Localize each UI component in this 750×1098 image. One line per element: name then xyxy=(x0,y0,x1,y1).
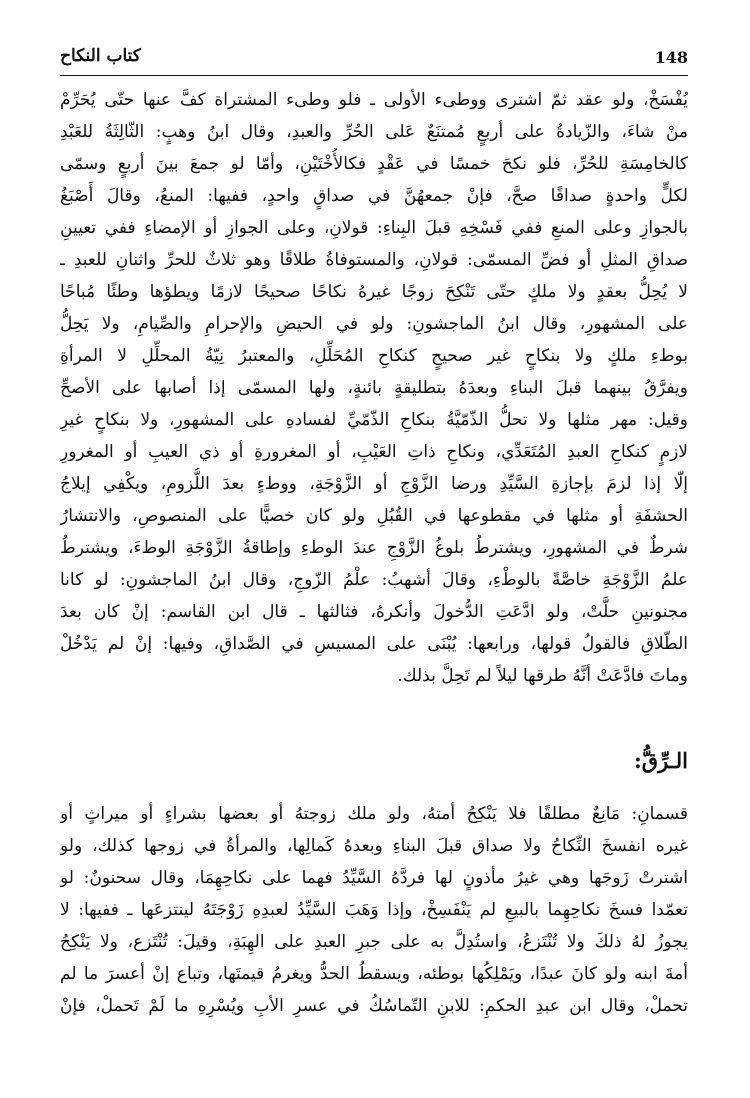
section-heading-riqq: الـرِّقُّ: xyxy=(633,748,688,773)
text-line: وماتَ فادَّعَتْ أنَّهُ طرقها ليلاً لم تَحِلَّ بذلك. xyxy=(397,666,688,686)
text-line: بالجوازِ وعلى المنعِ ففي فَسْخِهِ قبلَ البِناءِ: قولانِ، وعلى الجوازِ أو الإمضاءِ ففي تعيينِ xyxy=(60,218,688,238)
page-number: 148 xyxy=(654,48,688,67)
text-line: وقيل: مهر مثلها ولا تحلُّ الذّمّيَّةُ بنكاحِ الذّمّيِّ لفسادهِ على المشهورِ، ولا بنكاحٍ غيرِ xyxy=(60,410,688,430)
text-line: كالخامِسَةِ للحُرِّ، فلو نكحَ خمسًا في عَقْدٍ فكالأُخْتَيْنِ، وأمّا لو جمعَ بينَ أربعٍ وسمّى xyxy=(60,154,688,174)
text-line: إلّا إذا لزمَ بإجازةِ السَّيِّدِ ورضا الزَّوْجِ أو الزَّوْجَةِ، ووطءٍ بعدَ اللُّزومِ، ويكْفِي إيلاجُ xyxy=(60,474,688,494)
text-line: الحشفَةِ أو مثلها في مقطوعها في القُبُلِ ولو كان خصيًّا على المنصوصِ، والانتشارُ xyxy=(60,506,688,526)
text-line: تعمّدا فسخَ نكاحِهِما بالبيعِ لم يَنْفَسِخْ، وإذا وَهَبَ السَّيِّدُ لعبدِهِ زَوْجَتَهُ لينتزعَها ـ ففيها: لا xyxy=(60,900,688,920)
text-line: بوطءِ ملكٍ ولا بنكاحٍ غير صحيحٍ كنكاحِ المُحَلِّلِ، والمعتبرُ نِيّةُ المحلِّلِ لا المرأةِ xyxy=(60,346,688,366)
text-line: علمُ الزَّوْجَةِ خاصَّةً بالوطْءِ، وقالَ أشهبُ: علْمُ الزّوجِ، وقال ابنُ الماجشونِ: لو كانا xyxy=(60,570,688,590)
text-line: اشترتْ زَوجَها وهي غيرُ مأذونٍ لها فردَّهُ السَّيِّدُ فهما على نكاحِهِمَا، وقال سحنونٌ: لو xyxy=(60,868,688,888)
running-title: كتاب النكاح xyxy=(60,46,141,66)
text-line: الطّلاقِ فالقولُ قولها، ورابعها: يُبْنَى على المسيسِ في الصَّداقِ، وفيها: إنْ لم يَدْخُلْ xyxy=(60,634,688,654)
text-line: غيره انفسخَ النِّكاحُ ولا صداق قبلَ البناءِ وبعدهُ كَمالِها، والمرأةُ في زوجها كذلك، ولو xyxy=(60,836,688,856)
section-1-body xyxy=(60,84,688,692)
text-line: لا يُحِلُّ بعقدٍ ولا ملكٍ حتّى تَنْكِحَ زوجًا غيرهُ نكاحًا صحيحًا لازمًا ويطؤها وطئًا مُباحًا xyxy=(60,282,688,302)
text-line: تحملْ، وقال ابن عبدِ الحكمِ: للابنِ التّماسُكُ في عسرِ الأبِ ويُسْرِهِ ما لَمْ تَحملْ، فإنْ xyxy=(60,996,688,1016)
text-line: يجوزُ لهُ ذلكَ ولا تُنْتَزعُ، واستُدِلَّ به على جبرِ العبدِ على الهِبَةِ، وقيلَ: تُنْتَزع، ولا يَنْكِحُ xyxy=(60,932,688,952)
header-divider xyxy=(60,75,688,76)
section-2-body xyxy=(60,798,688,1022)
page-header xyxy=(60,42,688,78)
text-line: ويفرَّقُ بينهما قبلَ البناءِ وبعدَهُ بتطليقةٍ بائنةٍ، ولها المسمّى إذا أصابها على الأصحِّ xyxy=(60,378,688,398)
text-line: منْ شاءَ، والزّيادةُ على أربعٍ مُمتنَعٌ عَلى الحُرِّ والعبدِ، وقال ابنُ وهبٍ: الثّالِثَةُ للعَبْدِ xyxy=(60,122,688,142)
text-line: أمةَ ابنه ولو كانَ عبدًا، ويَمْلِكُها بوطئه، ويسقطُ الحدُّ ويغرمُ قيمتَها، وتباع إنْ أعسرَ ما لم xyxy=(60,964,688,984)
text-line: لكلٍّ واحدةٍ صداقًا صحَّ، فإنْ جمعهُنَّ في صداقٍ واحدٍ، ففيها: المنعُ، وقالَ أَصْبَغُ xyxy=(60,186,688,206)
text-line: قسمانِ: مَانِعٌ مطلقًا فلا يَنْكِحُ أمتهُ، ولو ملك زوجتهُ أو بعضها بشراءٍ أو ميراثٍ أو xyxy=(60,804,688,824)
text-line: مجنونينِ حلَّتْ، ولو ادَّعَتِ الدُّخولَ وأنكرهُ، فثالثها ـ قال ابن القاسم: إنْ كان بعدَ xyxy=(60,602,688,622)
text-line: لازمٍ كنكاحِ العبدِ المُتَعَدِّي، ونكاحِ ذاتِ العَيْبِ، أو المغرورةِ أو ذي العيبِ أو المغرورِ xyxy=(60,442,688,462)
text-line: يُفْسَخْ، ولو عقد ثمّ اشترى ووطىء الأولى ـ فلو وطىء المشتراة كفَّ عنها حتّى يُحَرِّمْ xyxy=(60,90,688,110)
text-line: على المشهورِ، وقال ابنُ الماجشونِ: ولو في الحيضِ والإحرامِ والصِّيامِ، ولا يَحِلُّ xyxy=(60,314,688,334)
text-line: شرطٌ في المشهورِ، ويشترطُ بلوغُ الزَّوْجِ عندَ الوطءِ وإطاقةُ الزَّوْجَةِ الوطءَ، ويشترطُ xyxy=(60,538,688,558)
text-line: صداقِ المثلِ أو فضِّ المسمّى: قولانِ، والمستوفاةُ طلاقًا وهو ثلاثٌ للحرِّ واثنانِ للعبدِ ـ xyxy=(60,250,688,270)
